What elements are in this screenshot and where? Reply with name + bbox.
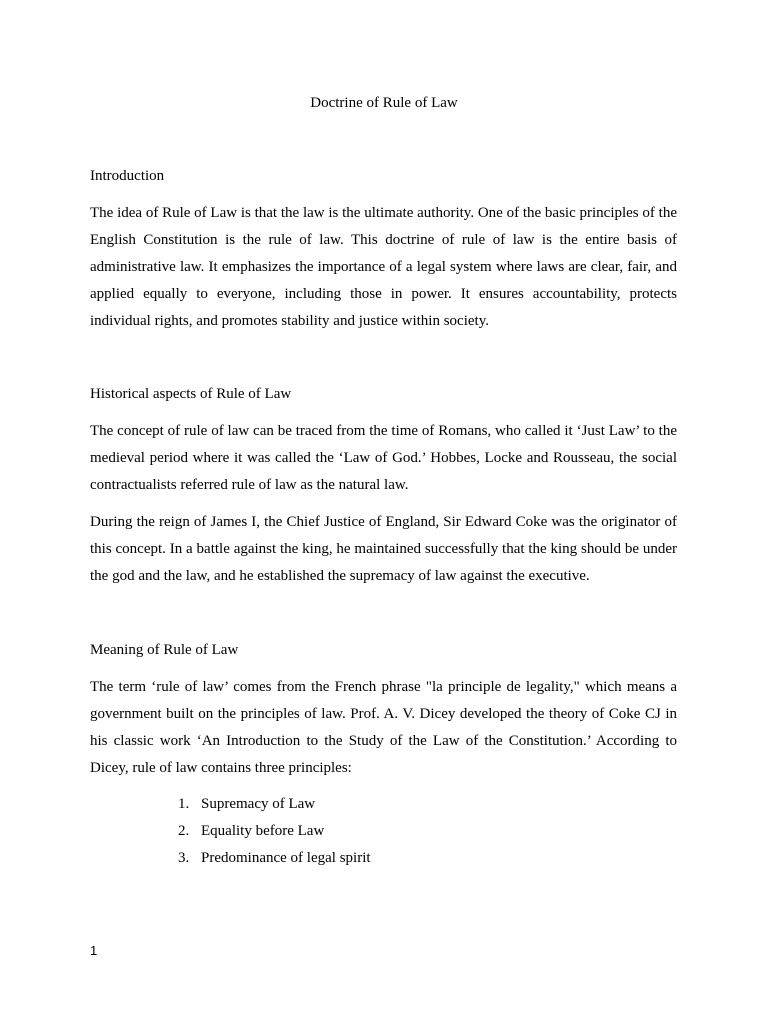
- list-item-text: Supremacy of Law: [201, 796, 316, 812]
- paragraph-meaning: The term ‘rule of law’ comes from the French phrase "la principle de legality," which means a government built on the principles of law. Prof. A. V. Dicey developed the theory of Coke CJ in his classic work ‘An Introduction to the Study of the Law of the Constitution.’ According to Dicey, rule of law contains three principles:: [90, 679, 677, 776]
- list-item-number: 3.: [178, 850, 190, 866]
- page-number: 1: [90, 943, 98, 958]
- list-item: [178, 845, 371, 872]
- list-item-number: 1.: [178, 796, 190, 812]
- document-title: Doctrine of Rule of Law: [310, 95, 458, 111]
- list-item-text: Equality before Law: [201, 823, 325, 839]
- section-heading-introduction: Introduction: [90, 168, 165, 184]
- section-heading-meaning: Meaning of Rule of Law: [90, 642, 239, 658]
- section-heading-historical-aspects: Historical aspects of Rule of Law: [90, 386, 292, 402]
- paragraph-introduction: The idea of Rule of Law is that the law is the ultimate authority. One of the basic principles of the English Constitution is the rule of law. This doctrine of rule of law is the entire basis of administrative law. It emphasizes the importance of a legal system where laws are clear, fair, and applied equally to everyone, including those in power. It ensures accountability, protects individual rights, and promotes stability and justice within society.: [90, 205, 677, 329]
- list-item: [178, 791, 371, 818]
- paragraph-historical-1: The concept of rule of law can be traced from the time of Romans, who called it ‘Just Law’ to the medieval period where it was called the ‘Law of God.’ Hobbes, Locke and Rousseau, the social contractualists referred rule of law as the natural law.: [90, 423, 677, 493]
- principles-list: [178, 791, 371, 872]
- list-item-text: Predominance of legal spirit: [201, 850, 371, 866]
- list-item-number: 2.: [178, 823, 190, 839]
- list-item: [178, 818, 371, 845]
- paragraph-historical-2: During the reign of James I, the Chief Justice of England, Sir Edward Coke was the originator of this concept. In a battle against the king, he maintained successfully that the king should be under the god and the law, and he established the supremacy of law against the executive.: [90, 514, 677, 584]
